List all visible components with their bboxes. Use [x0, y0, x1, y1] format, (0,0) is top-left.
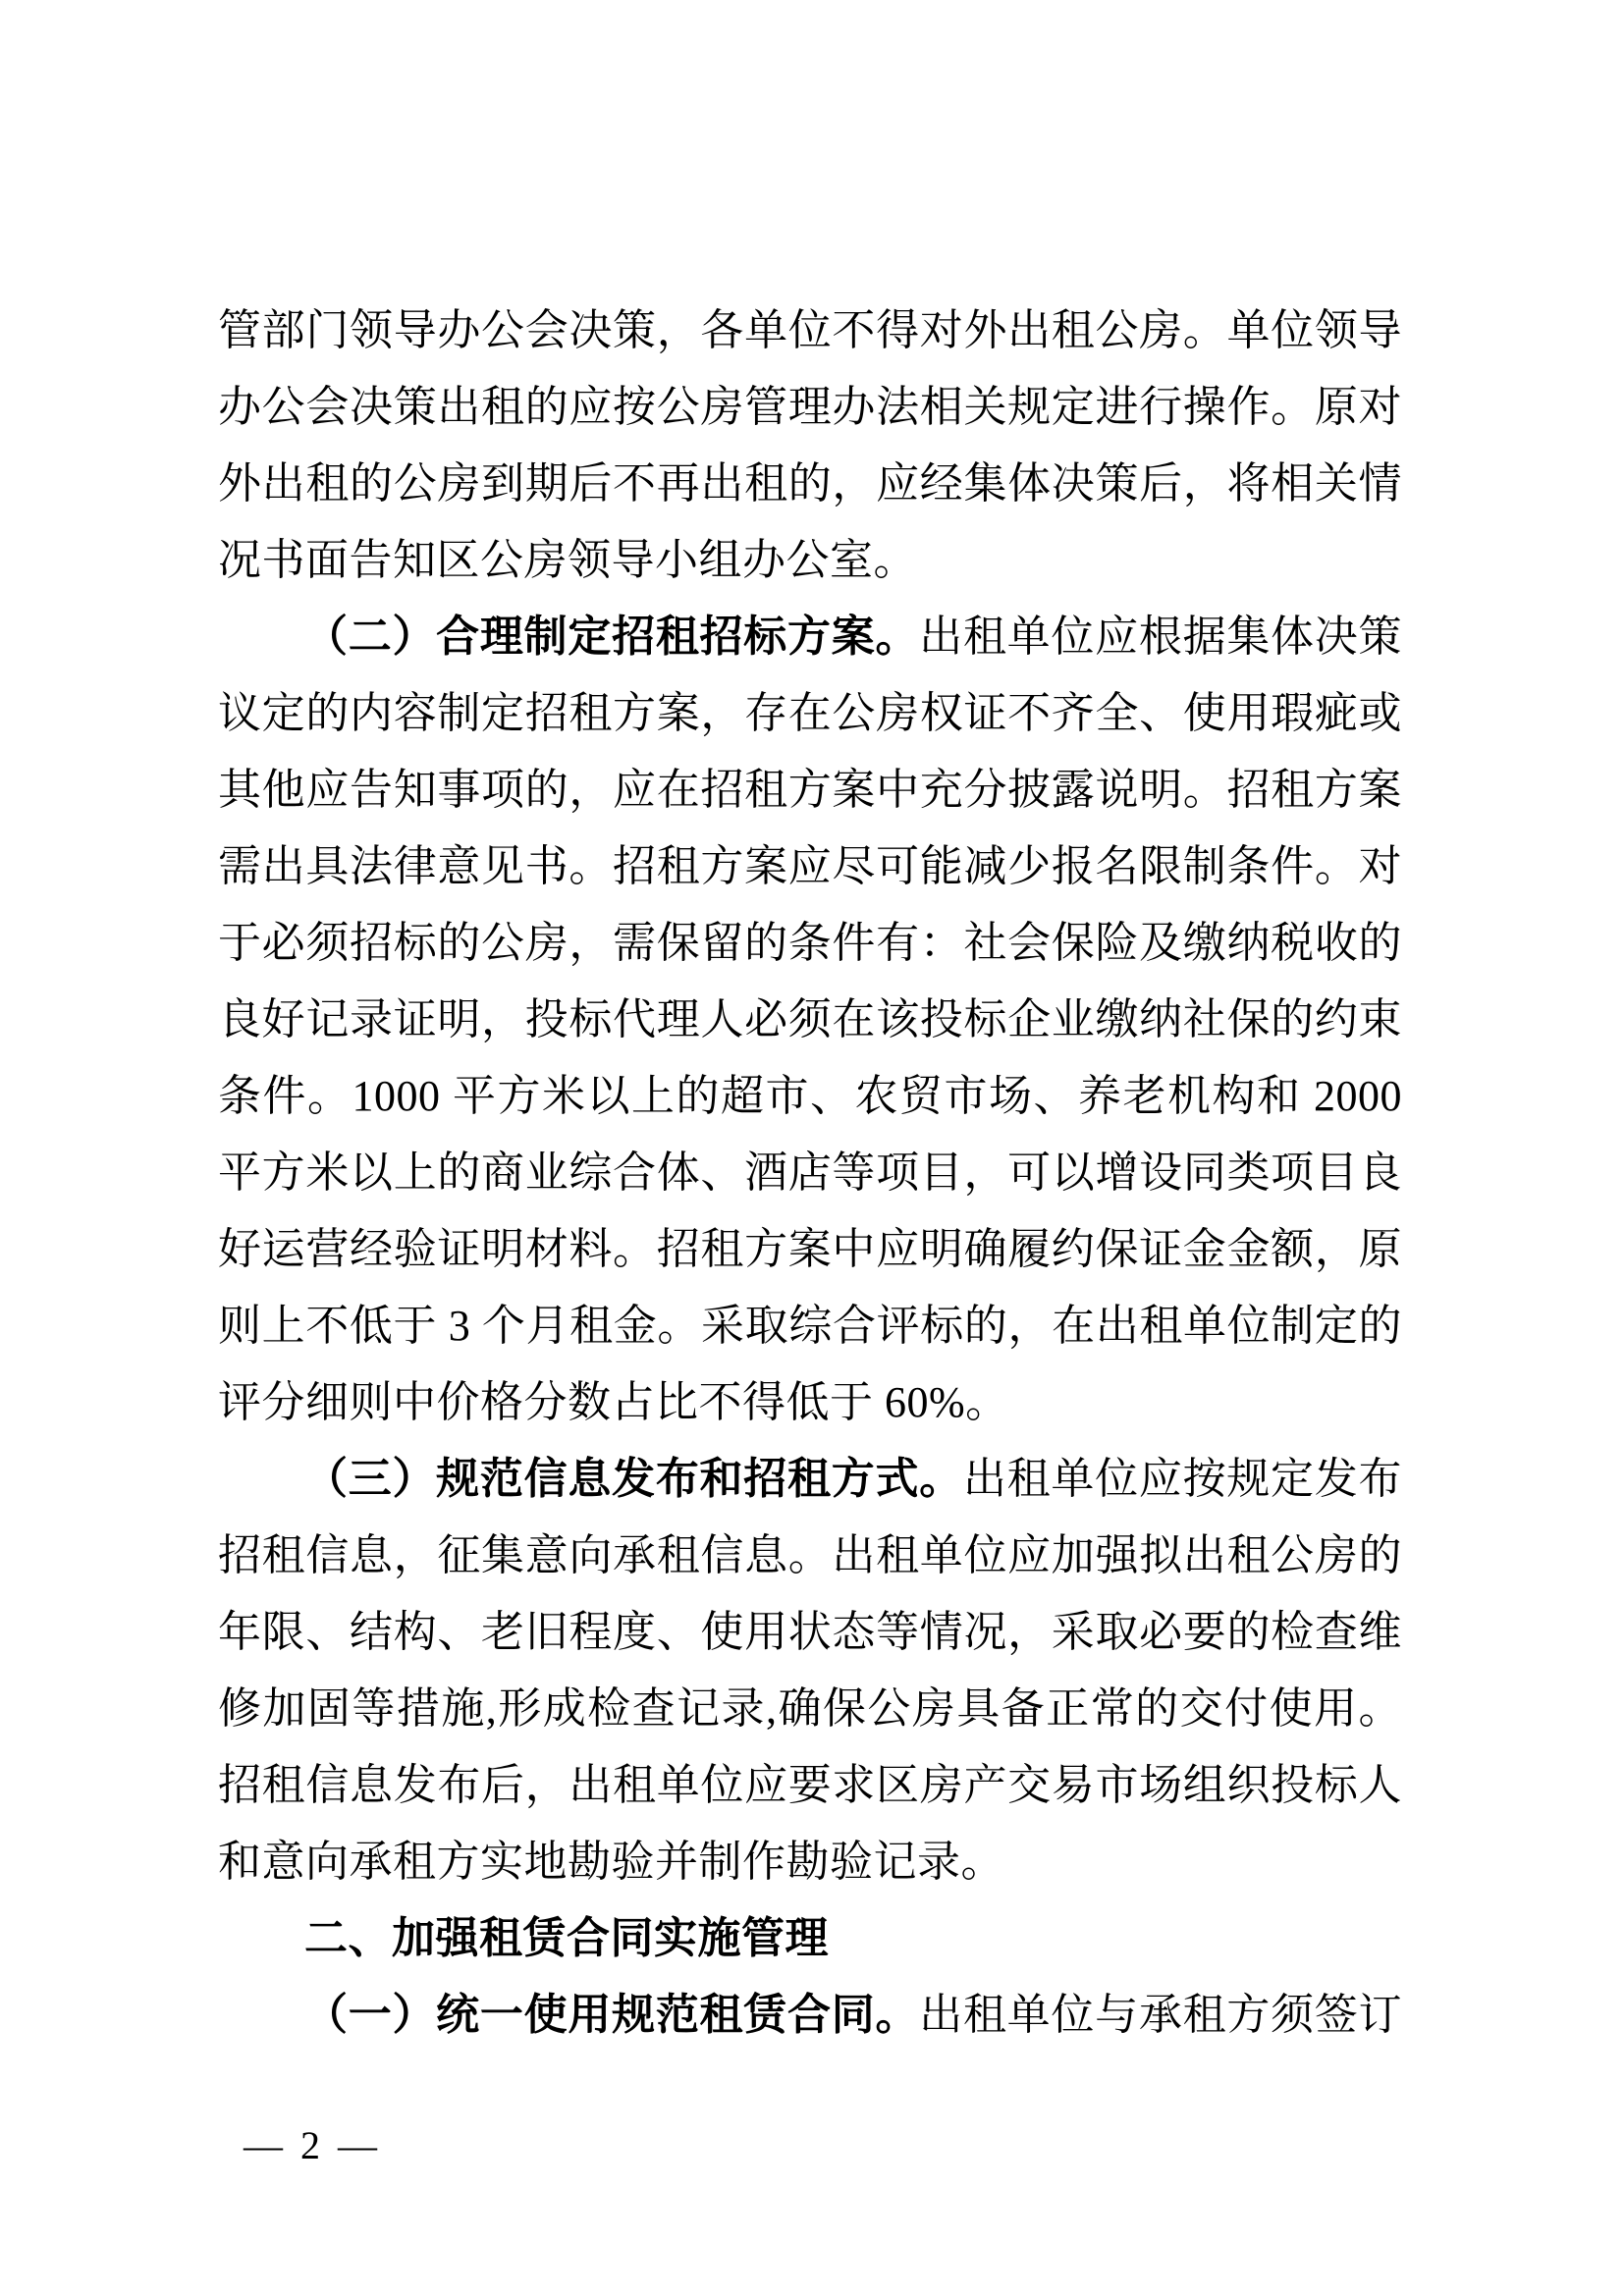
text-line [218, 1211, 1402, 1288]
heading-text: （三）规范信息发布和招租方式。 [304, 1455, 963, 1503]
heading-text: （一）统一使用规范租赁合同。 [304, 1991, 920, 2039]
body-text: 平方米以上的商业综合体、酒店等项目，可以增设同类项目良 [218, 1148, 1402, 1197]
body-text: 办公会决策出租的应按公房管理办法相关规定进行操作。原对 [218, 383, 1402, 431]
text-line [218, 369, 1402, 446]
body-text: 招租信息，征集意向承租信息。出租单位应加强拟出租公房的 [218, 1531, 1402, 1579]
body-text: 外出租的公房到期后不再出租的，应经集体决策后，将相关情 [218, 459, 1402, 507]
text-line [218, 446, 1402, 522]
text-line [218, 1977, 1402, 2054]
text-line [218, 1288, 1402, 1364]
body-text: 修加固等措施,形成检查记录,确保公房具备正常的交付使用。 [218, 1684, 1402, 1733]
body-text: 出租单位与承租方须签订 [919, 1991, 1403, 2039]
text-line [218, 1900, 1402, 1977]
text-line [218, 1671, 1402, 1747]
text-line [218, 1364, 1402, 1441]
body-text: 年限、结构、老旧程度、使用状态等情况，采取必要的检查维 [218, 1608, 1402, 1656]
text-line [218, 1824, 1402, 1900]
body-text: 招租信息发布后，出租单位应要求区房产交易市场组织投标人 [218, 1761, 1402, 1809]
body-text: 管部门领导办公会决策，各单位不得对外出租公房。单位领导 [218, 306, 1402, 354]
text-line [218, 1058, 1402, 1135]
text-line [218, 675, 1402, 752]
text-line [218, 905, 1402, 982]
text-line [218, 1747, 1402, 1824]
body-text: 和意向承租方实地勘验并制作勘验记录。 [218, 1838, 1004, 1886]
body-text: 条件。1000 平方米以上的超市、农贸市场、养老机构和 2000 [218, 1072, 1402, 1120]
text-line [218, 752, 1402, 828]
text-line [218, 1518, 1402, 1594]
body-text: 好运营经验证明材料。招租方案中应明确履约保证金金额，原 [218, 1225, 1402, 1273]
text-line [218, 1441, 1402, 1518]
body-text: 出租单位应按规定发布 [962, 1455, 1402, 1503]
heading-text: 二、加强租赁合同实施管理 [304, 1914, 829, 1962]
body-text: 出租单位应根据集体决策 [919, 613, 1403, 661]
text-line [218, 982, 1402, 1058]
body-text: 则上不低于 3 个月租金。采取综合评标的，在出租单位制定的 [218, 1302, 1402, 1350]
text-line [218, 1594, 1402, 1671]
body-text: 议定的内容制定招租方案，存在公房权证不齐全、使用瑕疵或 [218, 689, 1402, 737]
text-line [218, 1135, 1402, 1211]
body-text: 评分细则中价格分数占比不得低于 60%。 [218, 1378, 1009, 1426]
text-line [218, 599, 1402, 675]
text-line [218, 293, 1402, 369]
document-body [218, 293, 1402, 2054]
page-number: — 2 — [244, 2123, 381, 2167]
body-text: 其他应告知事项的，应在招租方案中充分披露说明。招租方案 [218, 766, 1402, 814]
text-line [218, 522, 1402, 599]
body-text: 于必须招标的公房，需保留的条件有：社会保险及缴纳税收的 [218, 919, 1402, 967]
heading-text: （二）合理制定招租招标方案。 [304, 613, 920, 661]
body-text: 况书面告知区公房领导小组办公室。 [218, 536, 917, 584]
text-line [218, 828, 1402, 905]
body-text: 需出具法律意见书。招租方案应尽可能减少报名限制条件。对 [218, 842, 1402, 890]
body-text: 良好记录证明，投标代理人必须在该投标企业缴纳社保的约束 [218, 995, 1402, 1043]
